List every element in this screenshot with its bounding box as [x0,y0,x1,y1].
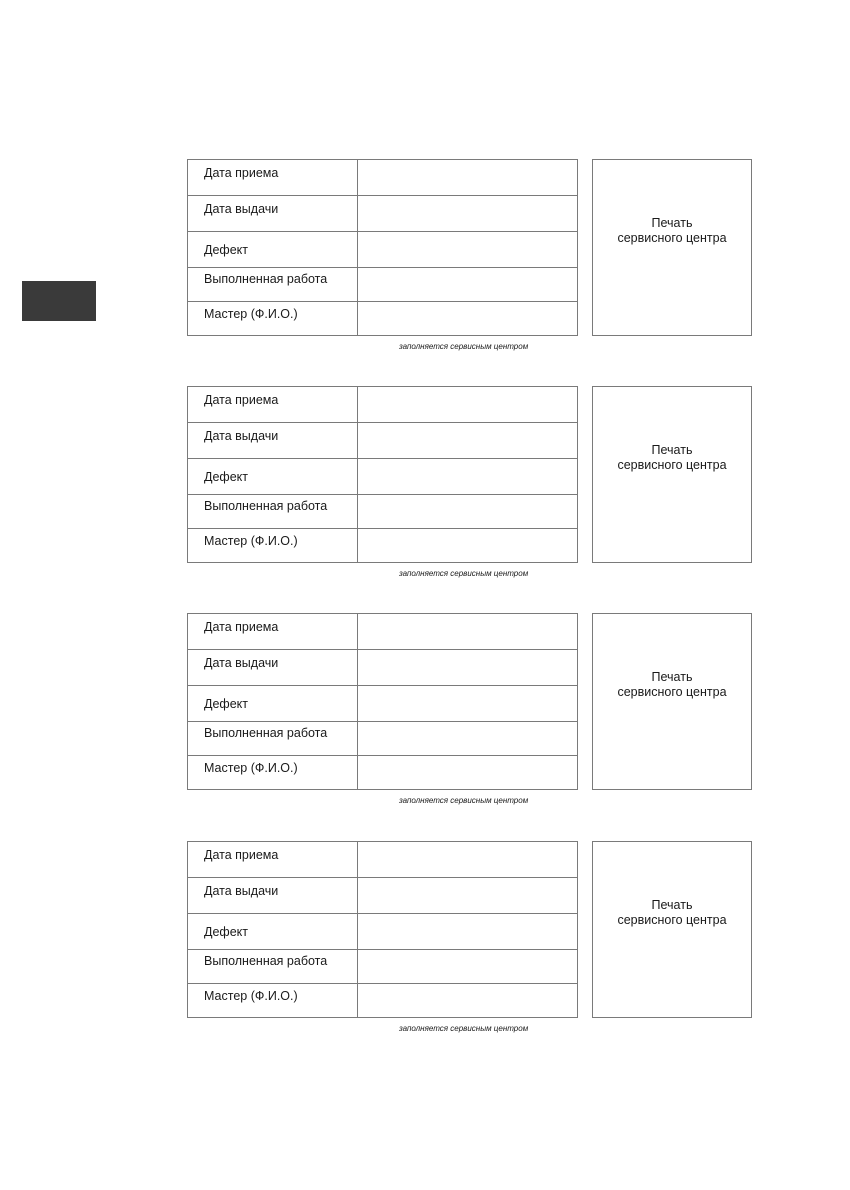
row-master-name [188,755,577,790]
service-record-table [187,159,578,336]
value-cell[interactable] [358,495,577,528]
value-cell[interactable] [358,842,577,877]
row-label: Мастер (Ф.И.О.) [204,761,298,775]
stamp-line-2: сервисного центра [617,231,727,245]
value-cell[interactable] [358,302,577,336]
value-cell[interactable] [358,160,577,195]
row-label: Мастер (Ф.И.О.) [204,534,298,548]
row-date-issued [188,422,577,458]
stamp-line-2: сервисного центра [617,458,727,472]
row-date-issued [188,195,577,231]
warranty-card-3 [187,613,752,813]
row-label: Дата приема [204,620,279,634]
row-date-issued [188,649,577,685]
stamp-caption [593,898,751,928]
row-label: Дефект [204,470,248,484]
stamp-line-1: Печать [651,216,693,230]
row-label: Дата выдачи [204,884,279,898]
row-label: Дефект [204,697,248,711]
filled-by-note: заполняется сервисным центром [399,569,529,578]
row-label: Дата выдачи [204,656,279,670]
stamp-box [592,841,752,1018]
row-work-done [188,721,577,755]
row-label: Мастер (Ф.И.О.) [204,989,298,1003]
stamp-caption [593,216,751,246]
value-cell[interactable] [358,614,577,649]
value-cell[interactable] [358,268,577,301]
stamp-line-1: Печать [651,443,693,457]
row-date-received [188,387,577,422]
row-label: Мастер (Ф.И.О.) [204,307,298,321]
service-record-table [187,613,578,790]
row-label: Дефект [204,925,248,939]
stamp-caption [593,443,751,473]
value-cell[interactable] [358,232,577,267]
stamp-box [592,159,752,336]
row-label: Дата приема [204,166,279,180]
value-cell[interactable] [358,650,577,685]
stamp-line-2: сервисного центра [617,685,727,699]
section-tab-marker [22,281,96,321]
row-defect [188,913,577,949]
stamp-line-1: Печать [651,670,693,684]
warranty-card-4 [187,841,752,1041]
row-label: Выполненная работа [204,726,328,740]
stamp-line-2: сервисного центра [617,913,727,927]
value-cell[interactable] [358,950,577,983]
row-label: Выполненная работа [204,954,328,968]
row-work-done [188,267,577,301]
row-work-done [188,494,577,528]
row-master-name [188,528,577,563]
row-master-name [188,983,577,1018]
value-cell[interactable] [358,529,577,563]
filled-by-note: заполняется сервисным центром [399,796,529,805]
service-record-table [187,386,578,563]
warranty-card-1 [187,159,752,359]
value-cell[interactable] [358,722,577,755]
row-date-received [188,842,577,877]
row-label: Выполненная работа [204,272,328,286]
row-master-name [188,301,577,336]
value-cell[interactable] [358,196,577,231]
value-cell[interactable] [358,914,577,949]
row-label: Дата приема [204,848,279,862]
stamp-caption [593,670,751,700]
row-date-issued [188,877,577,913]
stamp-box [592,386,752,563]
value-cell[interactable] [358,878,577,913]
value-cell[interactable] [358,984,577,1018]
row-defect [188,231,577,267]
row-label: Выполненная работа [204,499,328,513]
row-label: Дата выдачи [204,429,279,443]
row-defect [188,458,577,494]
filled-by-note: заполняется сервисным центром [399,342,529,351]
value-cell[interactable] [358,686,577,721]
row-label: Дефект [204,243,248,257]
row-defect [188,685,577,721]
value-cell[interactable] [358,756,577,790]
row-date-received [188,160,577,195]
value-cell[interactable] [358,387,577,422]
row-label: Дата приема [204,393,279,407]
row-date-received [188,614,577,649]
value-cell[interactable] [358,423,577,458]
row-label: Дата выдачи [204,202,279,216]
stamp-box [592,613,752,790]
value-cell[interactable] [358,459,577,494]
warranty-card-2 [187,386,752,586]
filled-by-note: заполняется сервисным центром [399,1024,529,1033]
row-work-done [188,949,577,983]
service-record-table [187,841,578,1018]
stamp-line-1: Печать [651,898,693,912]
